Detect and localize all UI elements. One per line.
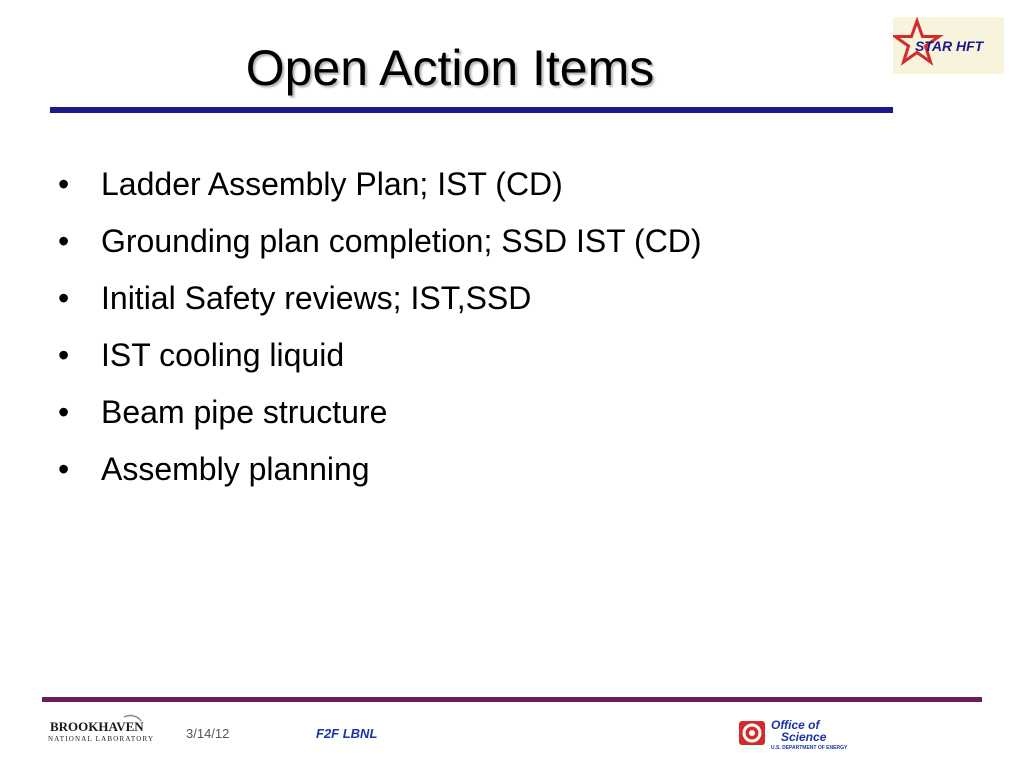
- bullet-marker: •: [58, 166, 70, 202]
- footer-event-label: F2F LBNL: [316, 726, 378, 741]
- brookhaven-logo-line1: BROOKHAVEN: [50, 719, 144, 734]
- bullet-marker: •: [58, 337, 70, 373]
- bullet-text: Ladder Assembly Plan; IST (CD): [101, 166, 563, 202]
- bullet-marker: •: [58, 451, 70, 487]
- bullet-text: Grounding plan completion; SSD IST (CD): [101, 223, 702, 259]
- title-divider: [50, 107, 893, 113]
- brookhaven-logo-icon: [46, 714, 164, 746]
- brookhaven-logo: [46, 714, 164, 746]
- star-hft-logo-text: STAR HFT: [915, 38, 984, 54]
- bullet-marker: •: [58, 394, 70, 430]
- bullet-text: Initial Safety reviews; IST,SSD: [101, 280, 532, 316]
- bullet-marker: •: [58, 280, 70, 316]
- bullet-text: Beam pipe structure: [101, 394, 388, 430]
- office-of-science-line3: U.S. DEPARTMENT OF ENERGY: [771, 745, 848, 751]
- star-hft-logo: [893, 17, 1004, 74]
- bullet-text: Assembly planning: [101, 451, 370, 487]
- slide-title: Open Action Items: [245, 40, 655, 96]
- footer-date: 3/14/12: [186, 726, 230, 741]
- office-of-science-line1: Office of: [771, 718, 820, 732]
- office-of-science-line2: Science: [781, 730, 827, 744]
- office-of-science-logo: [737, 716, 849, 752]
- doe-seal-icon: [737, 716, 849, 752]
- brookhaven-logo-line2: NATIONAL LABORATORY: [48, 735, 155, 743]
- bullet-text: IST cooling liquid: [101, 337, 345, 373]
- footer-divider: [42, 697, 982, 702]
- star-icon: [893, 17, 1004, 74]
- bullet-marker: •: [58, 223, 70, 259]
